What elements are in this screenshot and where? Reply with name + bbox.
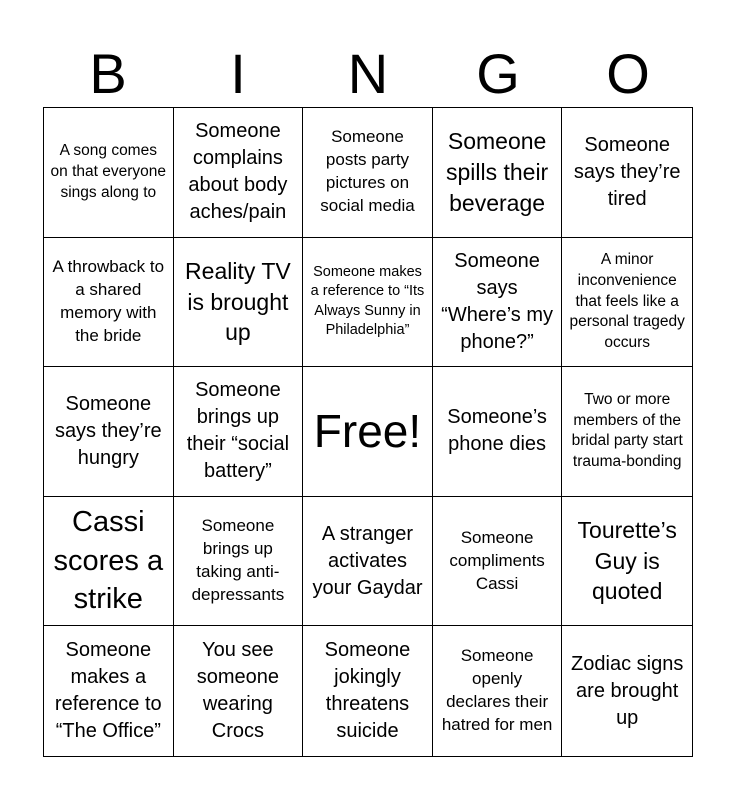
bingo-cell-3[interactable]: Someone posts party pictures on social media	[303, 108, 433, 238]
header-letter-b: B	[89, 42, 127, 105]
bingo-cell-25[interactable]: Zodiac signs are brought up	[571, 652, 684, 729]
bingo-cell-17[interactable]: Someone brings up taking anti-depressants	[174, 497, 304, 627]
bingo-cell-23[interactable]: Someone jokingly threatens suicide	[303, 626, 433, 756]
bingo-cell-16[interactable]: Cassi scores a strike	[44, 497, 174, 627]
bingo-cell-19[interactable]: Someone compliments Cassi	[433, 497, 563, 627]
bingo-cell-8[interactable]: Someone makes a reference to “Its Always Sunny in Philadelphia”	[303, 238, 433, 368]
bingo-cell-15[interactable]: Two or more members of the bridal party start trauma-bonding	[562, 367, 692, 497]
free-space[interactable]: Free!	[303, 367, 433, 497]
bingo-cell-21[interactable]: Someone makes a reference to “The Office”	[44, 626, 174, 756]
bingo-cell-10[interactable]: A minor inconvenience that feels like a personal tragedy occurs	[562, 238, 692, 368]
bingo-cell-7[interactable]: Reality TV is brought up	[174, 238, 304, 368]
bingo-cell-24[interactable]: Someone openly declares their hatred for men	[433, 626, 563, 756]
bingo-cell-20[interactable]: Tourette’s Guy is quoted	[562, 497, 692, 627]
bingo-cell-9[interactable]: Someone says “Where’s my phone?”	[433, 238, 563, 368]
bingo-board	[43, 107, 693, 757]
bingo-cell-18[interactable]: A stranger activates your Gaydar	[303, 497, 433, 627]
header-letter-i: I	[230, 42, 246, 105]
bingo-cell-1[interactable]: A song comes on that everyone sings along to	[44, 108, 174, 238]
bingo-header	[43, 40, 693, 108]
bingo-cell-12[interactable]: Someone brings up their “social battery”	[174, 367, 304, 497]
bingo-cell-2[interactable]: Someone complains about body aches/pain	[174, 108, 304, 238]
bingo-cell-22[interactable]: You see someone wearing Crocs	[174, 626, 304, 756]
bingo-cell-6[interactable]: A throwback to a shared memory with the bride	[44, 238, 174, 368]
bingo-cell-4[interactable]: Someone spills their beverage	[433, 108, 563, 238]
bingo-cell-11[interactable]: Someone says they’re hungry	[44, 367, 174, 497]
header-letter-n: N	[347, 42, 389, 105]
header-letter-o: O	[606, 42, 650, 105]
header-letter-g: G	[476, 42, 520, 105]
bingo-cell-14[interactable]: Someone’s phone dies	[433, 367, 563, 497]
bingo-cell-5[interactable]: Someone says they’re tired	[562, 108, 692, 238]
